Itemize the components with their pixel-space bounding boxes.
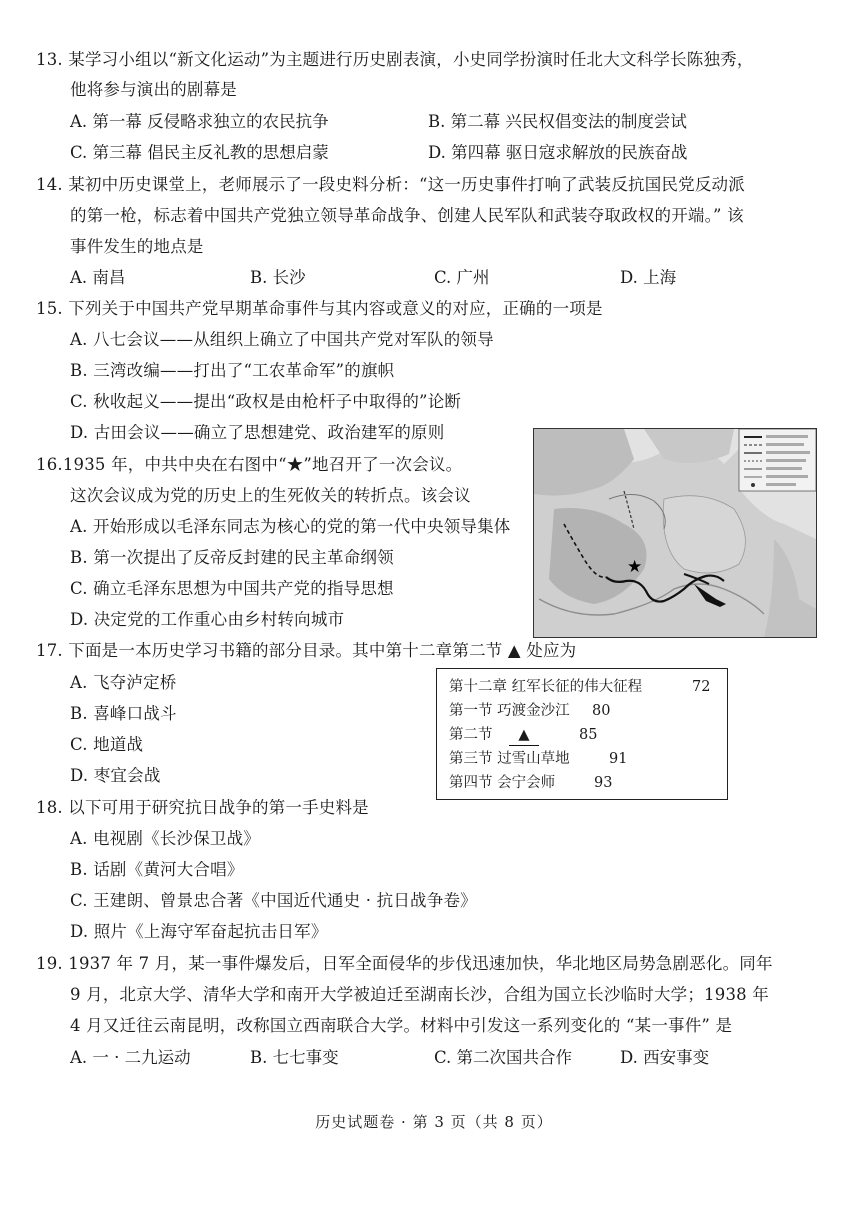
q19-option-b[interactable]: B. 七七事变: [250, 1048, 339, 1067]
q16-stem-line2: 这次会议成为党的历史上的生死攸关的转折点。该会议: [70, 486, 471, 505]
q17-option-d[interactable]: D. 枣宜会战: [70, 766, 161, 785]
q18-option-a[interactable]: A. 电视剧《长沙保卫战》: [70, 829, 261, 848]
q15-option-d[interactable]: D. 古田会议——确立了思想建党、政治建军的原则: [70, 423, 445, 442]
page-footer: 历史试题卷 · 第 3 页（共 8 页）: [315, 1113, 553, 1131]
q15-stem: 15. 下列关于中国共产党早期革命事件与其内容或意义的对应，正确的一项是: [36, 299, 603, 318]
q18-option-c[interactable]: C. 王建朗、曾景忠合著《中国近代通史 · 抗日战争卷》: [70, 891, 477, 910]
map-star-marker: ★: [627, 557, 643, 577]
q14-option-d[interactable]: D. 上海: [620, 268, 677, 287]
map-graphic: [534, 429, 816, 637]
q13-option-b[interactable]: B. 第二幕 兴民权倡变法的制度尝试: [428, 112, 687, 131]
q17-option-b[interactable]: B. 喜峰口战斗: [70, 704, 177, 723]
toc-blank-marker: ▲: [509, 725, 539, 746]
q16-option-b[interactable]: B. 第一次提出了反帝反封建的民主革命纲领: [70, 548, 394, 567]
q14-option-c[interactable]: C. 广州: [434, 268, 490, 287]
q13-option-c[interactable]: C. 第三幕 倡民主反礼教的思想启蒙: [70, 143, 329, 162]
q13-stem-line1: 13. 某学习小组以“新文化运动”为主题进行历史剧表演，小史同学扮演时任北大文科学长陈独秀，: [36, 50, 754, 69]
q18-option-d[interactable]: D. 照片《上海守军奋起抗击日军》: [70, 922, 328, 941]
q14-stem-line3: 事件发生的地点是: [70, 237, 204, 256]
toc-row-section: [449, 773, 613, 793]
q15-option-a[interactable]: A. 八七会议——从组织上确立了中国共产党对军队的领导: [70, 330, 494, 349]
q19-stem-line3: 4 月又迁往云南昆明，改称国立西南联合大学。材料中引发这一系列变化的 “某一事件” 是: [70, 1016, 733, 1035]
q14-option-a[interactable]: A. 南昌: [70, 268, 126, 287]
toc-page: 80: [592, 703, 611, 719]
q17-stem: 17. 下面是一本历史学习书籍的部分目录。其中第十二章第二节 ▲ 处应为: [36, 641, 577, 660]
q19-stem-line2: 9 月，北京大学、清华大学和南开大学被迫迁至湖南长沙，合组为国立长沙临时大学；1938 年: [70, 985, 769, 1004]
toc-page: 72: [692, 679, 711, 695]
q15-option-c[interactable]: C. 秋收起义——提出“政权是由枪杆子中取得的”论断: [70, 392, 462, 411]
q17-option-c[interactable]: C. 地道战: [70, 735, 144, 754]
toc-page: 85: [579, 727, 598, 743]
q19-option-c[interactable]: C. 第二次国共合作: [434, 1048, 573, 1067]
q18-stem: 18. 以下可用于研究抗日战争的第一手史料是: [36, 798, 369, 817]
toc-label: 第二节: [449, 727, 493, 743]
toc-page: 93: [594, 775, 613, 791]
toc-label: 第十二章 红军长征的伟大征程: [449, 679, 643, 695]
book-table-of-contents: [436, 668, 728, 800]
q16-stem-line1: 16.1935 年，中共中央在右图中“★”地召开了一次会议。: [36, 455, 463, 474]
toc-label: 第三节 过雪山草地: [449, 751, 570, 767]
q13-stem-line2: 他将参与演出的剧幕是: [70, 80, 237, 99]
toc-label: 第四节 会宁会师: [449, 775, 556, 791]
long-march-map: [533, 428, 817, 638]
q19-option-d[interactable]: D. 西安事变: [620, 1048, 710, 1067]
toc-row-section: [449, 749, 628, 769]
toc-row-section: [449, 725, 598, 745]
q15-option-b[interactable]: B. 三湾改编——打出了“工农革命军”的旗帜: [70, 361, 395, 380]
q19-option-a[interactable]: A. 一 · 二九运动: [70, 1048, 191, 1067]
q13-option-a[interactable]: A. 第一幕 反侵略求独立的农民抗争: [70, 112, 329, 131]
q13-option-d[interactable]: D. 第四幕 驱日寇求解放的民族奋战: [428, 143, 688, 162]
q19-stem-line1: 19. 1937 年 7 月，某一事件爆发后，日军全面侵华的步伐迅速加快，华北地区局势急剧恶化。同年: [36, 954, 773, 973]
toc-row-chapter: [449, 677, 711, 697]
q18-option-b[interactable]: B. 话剧《黄河大合唱》: [70, 860, 244, 879]
q16-option-d[interactable]: D. 决定党的工作重心由乡村转向城市: [70, 610, 345, 629]
toc-label: 第一节 巧渡金沙江: [449, 703, 570, 719]
q14-stem-line2: 的第一枪，标志着中国共产党独立领导革命战争、创建人民军队和武装夺取政权的开端。” 该: [70, 206, 744, 225]
toc-row-section: [449, 701, 611, 721]
q14-stem-line1: 14. 某初中历史课堂上，老师展示了一段史料分析：“这一历史事件打响了武装反抗国民党反动派: [36, 175, 745, 194]
q16-option-c[interactable]: C. 确立毛泽东思想为中国共产党的指导思想: [70, 579, 394, 598]
q16-option-a[interactable]: A. 开始形成以毛泽东同志为核心的党的第一代中央领导集体: [70, 517, 511, 536]
q17-option-a[interactable]: A. 飞夺泸定桥: [70, 673, 177, 692]
toc-page: 91: [609, 751, 628, 767]
q14-option-b[interactable]: B. 长沙: [250, 268, 306, 287]
